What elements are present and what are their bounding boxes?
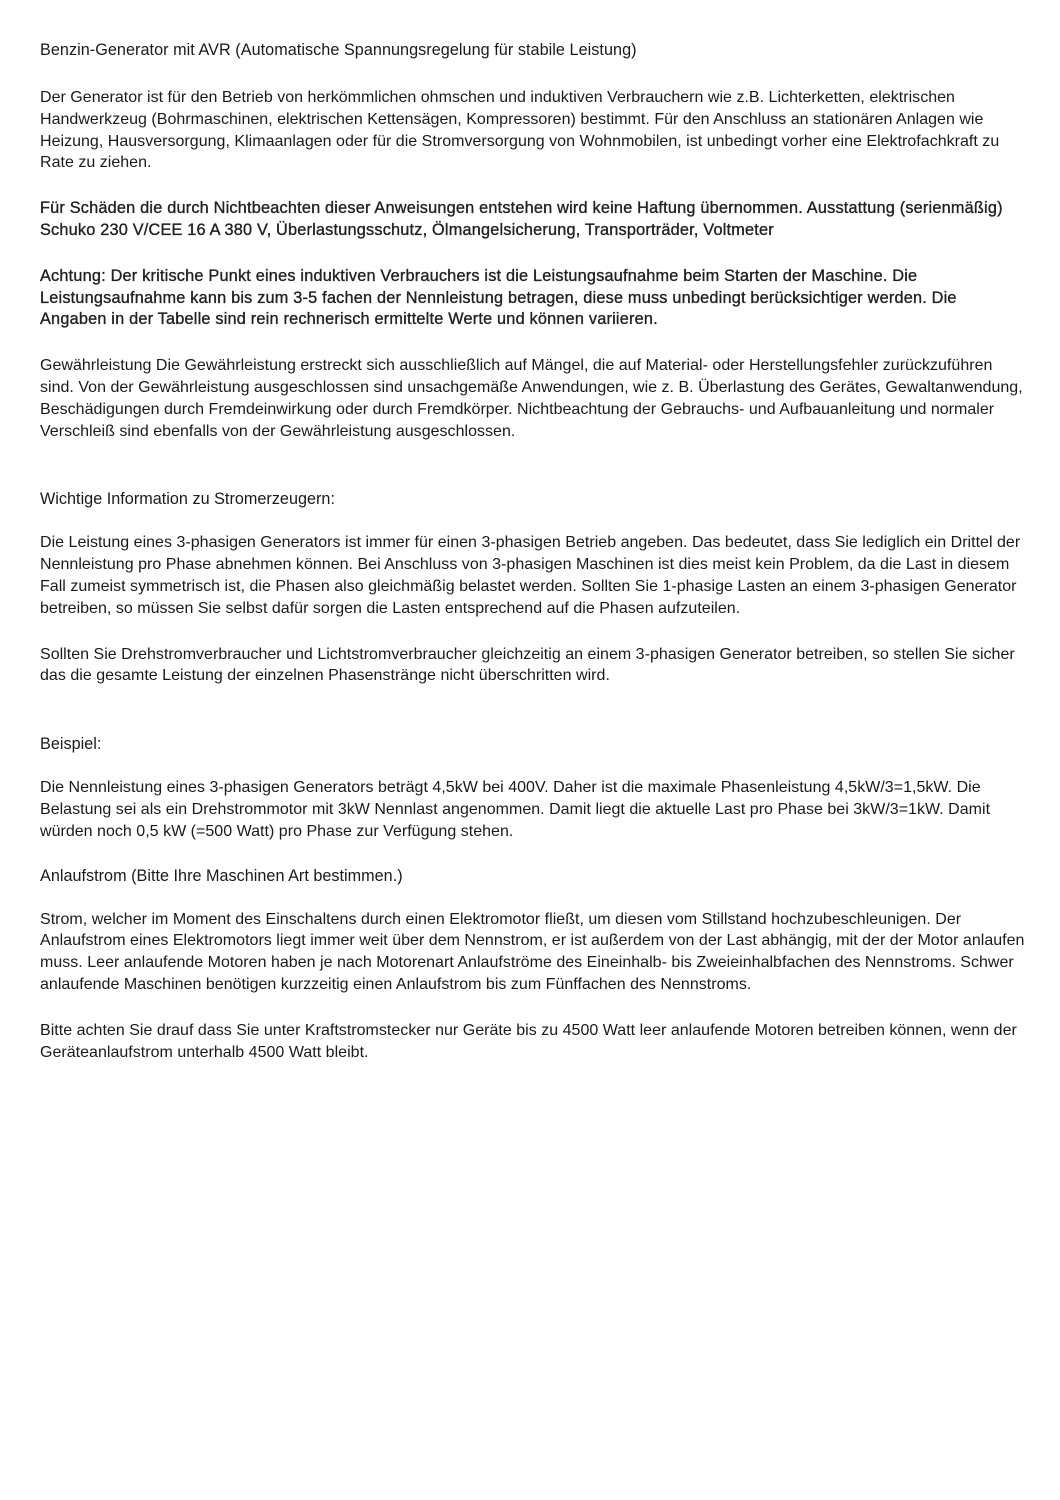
document-title: Benzin-Generator mit AVR (Automatische Spannungsregelung für stabile Leistung) — [40, 41, 637, 59]
info-heading: Wichtige Information zu Stromerzeugern: — [40, 490, 335, 509]
startup-current-heading: Anlaufstrom (Bitte Ihre Maschinen Art bestimmen.) — [40, 866, 403, 885]
warranty-paragraph: Gewährleistung Die Gewährleistung erstreckt sich ausschließlich auf Mängel, die auf Material- oder Herstellungsfehler zurückzuführen sind. Von der Gewährleistung ausgeschlossen sind unsachgemäße Anwendungen, wie z. B. Überlastung des Gerätes, Gewaltanwendung, Beschädigungen durch Fremdeinwirkung oder durch Fremdkörper. Nichtbeachtung der Gebrauchs- und Aufbauanleitung und normaler Verschleiß sind ebenfalls von der Gewährleistung ausgeschlossen. — [40, 357, 1023, 440]
intro-paragraph: Der Generator ist für den Betrieb von herkömmlichen ohmschen und induktiven Verbrauchern wie z.B. Lichterketten, elektrischen Handwerkzeug (Bohrmaschinen, elektrischen Kettensägen, Kompressoren) bestimmt. Für den Anschluss an stationären Anlagen wie Heizung, Hausversorgung, Klimaanlagen oder für die Stromversorgung von Wohnmobilen, ist unbedingt vorher eine Elektrofachkraft zu Rate zu ziehen. — [40, 89, 1000, 172]
liability-paragraph: Für Schäden die durch Nichtbeachten dieser Anweisungen entstehen wird keine Haftung übernommen. Ausstattung (serienmäßig) Schuko 230 V/CEE 16 A 380 V, Überlastungsschutz, Ölmangelsicherung, Transporträder, Voltmeter — [40, 199, 1003, 239]
info-paragraph-1: Die Leistung eines 3-phasigen Generators ist immer für einen 3-phasigen Betrieb angeben. Das bedeutet, dass Sie lediglich ein Drittel der Nennleistung pro Phase abnehmen können. Bei Anschluss von 3-phasigen Maschinen ist dies meist kein Problem, da die Last in diesem Fall zumeist symmetrisch ist, die Phasen also gleichmäßig belastet werden. Sollten Sie 1-phasige Lasten an einem 3-phasigen Generator betreiben, so müssen Sie selbst dafür sorgen die Lasten entsprechend auf die Phasen aufzuteilen. — [40, 534, 1021, 617]
startup-current-paragraph: Strom, welcher im Moment des Einschaltens durch einen Elektromotor fließt, um diesen vom Stillstand hochzubeschleunigen. Der Anlaufstrom eines Elektromotors liegt immer weit über dem Nennstrom, er ist außerdem von der Last abhängig, mit der der Motor anlaufen muss. Leer anlaufende Motoren haben je nach Motorenart Anlaufströme des Eineinhalb- bis Zweieinhalbfachen des Nennstroms. Schwer anlaufende Maschinen benötigen kurzzeitig einen Anlaufstrom bis zum Fünffachen des Nennstroms. — [40, 910, 1025, 993]
example-paragraph: Die Nennleistung eines 3-phasigen Generators beträgt 4,5kW bei 400V. Daher ist die maximale Phasenleistung 4,5kW/3=1,5kW. Die Belastung sei als ein Drehstrommotor mit 3kW Nennlast angenommen. Damit liegt die aktuelle Last pro Phase bei 3kW/3=1kW. Damit würden noch 0,5 kW (=500 Watt) pro Phase zur Verfügung stehen. — [40, 779, 991, 840]
example-heading: Beispiel: — [40, 735, 102, 754]
info-paragraph-2: Sollten Sie Drehstromverbraucher und Lichtstromverbraucher gleichzeitig an einem 3-phasigen Generator betreiben, so stellen Sie sicher das die gesamte Leistung der einzelnen Phasenstränge nicht überschritten wird. — [40, 645, 1015, 685]
closing-paragraph: Bitte achten Sie drauf dass Sie unter Kraftstromstecker nur Geräte bis zu 4500 Watt leer anlaufende Motoren betreiben können, wenn der Geräteanlaufstrom unterhalb 4500 Watt bleibt. — [40, 1021, 1017, 1061]
document-page — [40, 40, 1025, 1063]
attention-paragraph: Achtung: Der kritische Punkt eines induktiven Verbrauchers ist die Leistungsaufnahme beim Starten der Maschine. Die Leistungsaufnahme kann bis zum 3-5 fachen der Nennleistung betragen, diese muss unbedingt berücksichtiger werden. Die Angaben in der Tabelle sind rein rechnerisch ermittelte Werte und können variieren. — [40, 266, 957, 329]
